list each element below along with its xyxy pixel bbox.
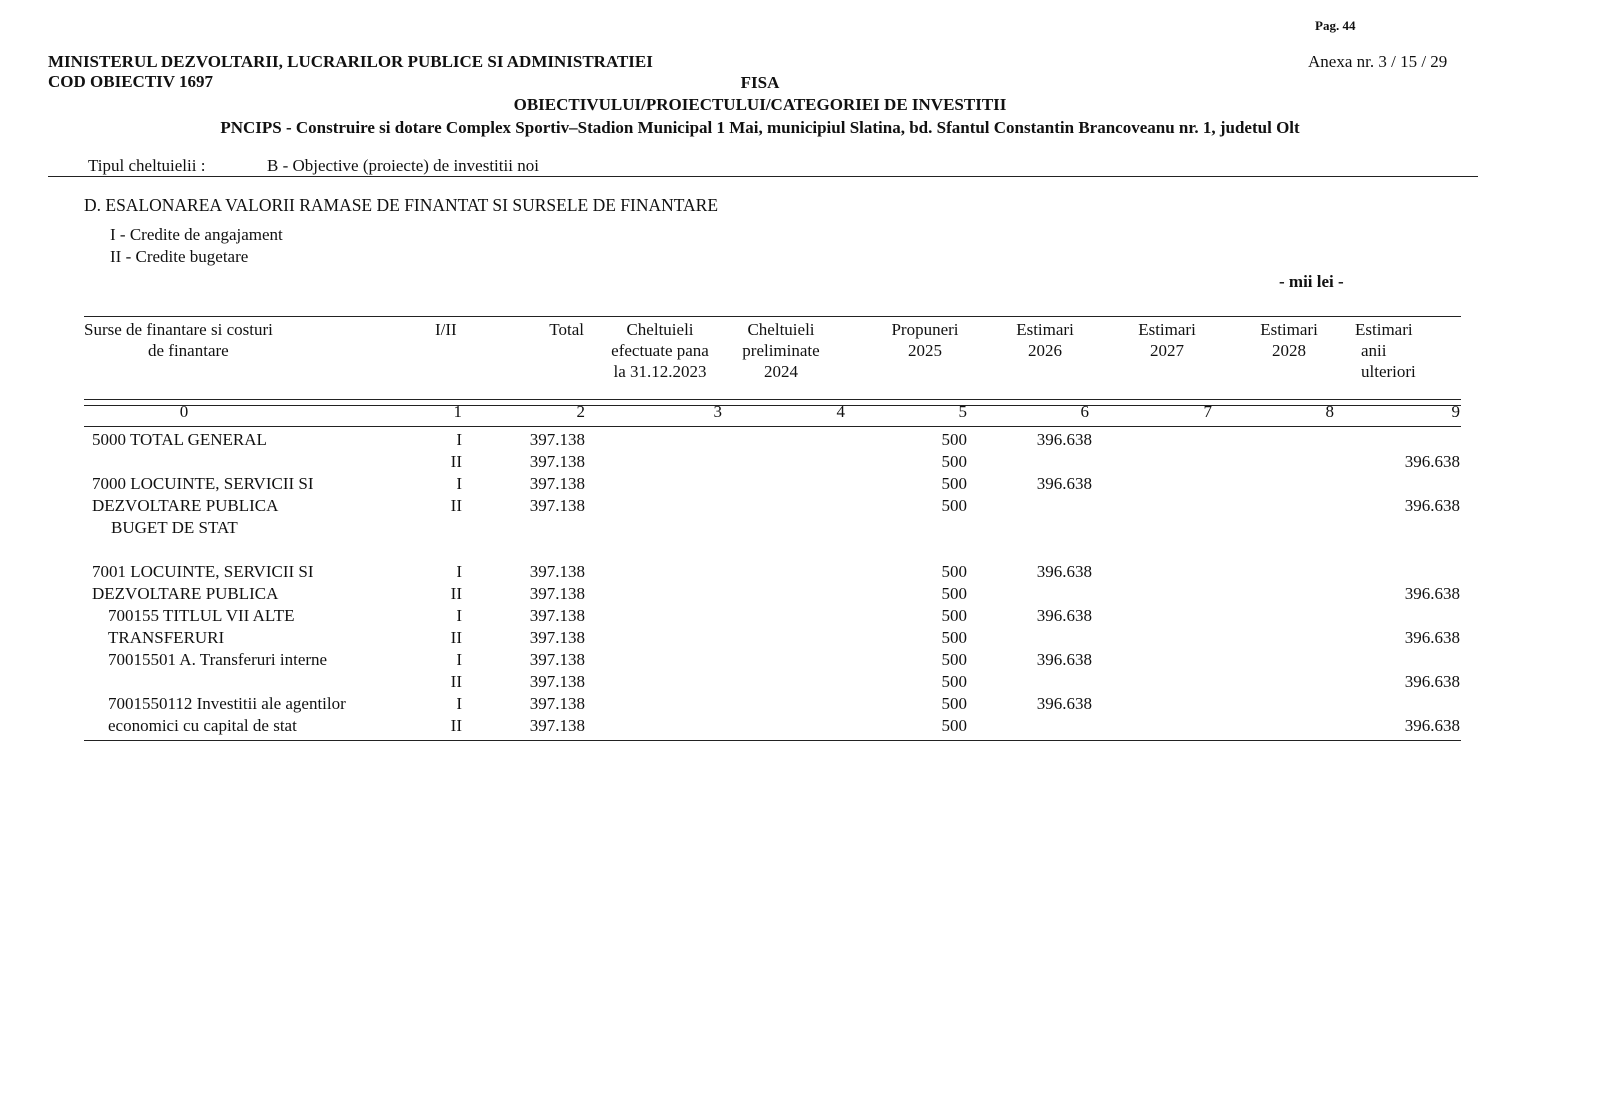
row-label: 5000 TOTAL GENERAL xyxy=(92,430,267,449)
row-propuneri-2025: 500 xyxy=(941,562,967,581)
row-total: 397.138 xyxy=(529,694,585,713)
header-bottom-rule xyxy=(84,399,1461,400)
document-title: FISA xyxy=(740,73,780,92)
col-header-0: Surse de finantare si costuri de finantare xyxy=(84,320,273,360)
row-propuneri-2025: 500 xyxy=(941,716,967,735)
row-total: 397.138 xyxy=(529,584,585,603)
number-row-bottom-rule xyxy=(84,426,1461,427)
row-total: 397.138 xyxy=(529,562,585,581)
row-label: DEZVOLTARE PUBLICA xyxy=(92,584,279,603)
document-subtitle: OBIECTIVULUI/PROIECTULUI/CATEGORIEI DE INVESTITII xyxy=(513,95,1007,114)
col-number-6: 6 xyxy=(1080,402,1089,421)
col-number-1: 1 xyxy=(453,402,462,421)
row-credit-type: II xyxy=(450,628,462,647)
row-propuneri-2025: 500 xyxy=(941,430,967,449)
col-header-5: Propuneri 2025 xyxy=(891,320,959,360)
row-estimari-ulterior: 396.638 xyxy=(1404,496,1460,515)
row-estimari-2026: 396.638 xyxy=(1036,650,1092,669)
col-number-8: 8 xyxy=(1325,402,1334,421)
row-propuneri-2025: 500 xyxy=(941,650,967,669)
col-header-9: Estimari anii ulteriori xyxy=(1355,320,1416,381)
table-bottom-rule xyxy=(84,740,1461,741)
col-number-9: 9 xyxy=(1451,402,1460,421)
col-number-2: 2 xyxy=(576,402,585,421)
row-propuneri-2025: 500 xyxy=(941,672,967,691)
col-number-5: 5 xyxy=(958,402,967,421)
col-header-1: I/II xyxy=(435,320,457,339)
col-number-0: 0 xyxy=(179,402,189,421)
row-credit-type: II xyxy=(450,716,462,735)
row-total: 397.138 xyxy=(529,474,585,493)
row-total: 397.138 xyxy=(529,716,585,735)
project-title: PNCIPS - Construire si dotare Complex Sportiv–Stadion Municipal 1 Mai, municipiul Slatina, bd. Sfantul Constantin Brancoveanu nr. 1, judetul Olt xyxy=(220,118,1300,137)
row-estimari-ulterior: 396.638 xyxy=(1404,672,1460,691)
row-total: 397.138 xyxy=(529,606,585,625)
row-estimari-2026: 396.638 xyxy=(1036,694,1092,713)
tip-cheltuieli-value: B - Objective (proiecte) de investitii noi xyxy=(267,156,539,175)
row-estimari-2026: 396.638 xyxy=(1036,606,1092,625)
tip-cheltuieli-label: Tipul cheltuielii : xyxy=(88,156,206,175)
row-propuneri-2025: 500 xyxy=(941,474,967,493)
legend-item-2: II - Credite bugetare xyxy=(110,247,249,266)
row-credit-type: I xyxy=(456,694,462,713)
row-credit-type: II xyxy=(450,584,462,603)
row-propuneri-2025: 500 xyxy=(941,452,967,471)
row-credit-type: I xyxy=(456,474,462,493)
row-credit-type: I xyxy=(456,562,462,581)
unit-label: - mii lei - xyxy=(1279,272,1344,291)
row-total: 397.138 xyxy=(529,430,585,449)
row-credit-type: I xyxy=(456,650,462,669)
header-divider xyxy=(48,176,1478,177)
col-number-3: 3 xyxy=(713,402,722,421)
number-row-top-rule xyxy=(84,405,1461,406)
row-estimari-ulterior: 396.638 xyxy=(1404,716,1460,735)
row-total: 397.138 xyxy=(529,672,585,691)
row-credit-type: I xyxy=(456,430,462,449)
row-credit-type: II xyxy=(450,672,462,691)
col-number-4: 4 xyxy=(836,402,845,421)
row-estimari-2026: 396.638 xyxy=(1036,474,1092,493)
section-title: D. ESALONAREA VALORII RAMASE DE FINANTAT SI SURSELE DE FINANTARE xyxy=(84,195,719,215)
row-label: BUGET DE STAT xyxy=(111,518,238,537)
row-credit-type: I xyxy=(456,606,462,625)
legend-item-1: I - Credite de angajament xyxy=(110,225,283,244)
row-label: 7001550112 Investitii ale agentilor xyxy=(108,694,346,713)
row-propuneri-2025: 500 xyxy=(941,606,967,625)
cod-obiectiv: COD OBIECTIV 1697 xyxy=(48,72,213,91)
row-total: 397.138 xyxy=(529,650,585,669)
col-number-7: 7 xyxy=(1203,402,1212,421)
row-label: DEZVOLTARE PUBLICA xyxy=(92,496,279,515)
row-estimari-2026: 396.638 xyxy=(1036,430,1092,449)
row-estimari-ulterior: 396.638 xyxy=(1404,584,1460,603)
ministry-name: MINISTERUL DEZVOLTARII, LUCRARILOR PUBLICE SI ADMINISTRATIEI xyxy=(48,52,653,71)
row-propuneri-2025: 500 xyxy=(941,628,967,647)
page-number: Pag. 44 xyxy=(1315,18,1356,33)
row-label: economici cu capital de stat xyxy=(108,716,297,735)
row-label: 700155 TITLUL VII ALTE xyxy=(108,606,295,625)
row-propuneri-2025: 500 xyxy=(941,694,967,713)
col-header-2: Total xyxy=(549,320,584,339)
row-propuneri-2025: 500 xyxy=(941,496,967,515)
row-total: 397.138 xyxy=(529,452,585,471)
col-header-6: Estimari 2026 xyxy=(1016,320,1074,360)
col-header-4: Cheltuieli preliminate 2024 xyxy=(742,320,820,381)
row-label: 7000 LOCUINTE, SERVICII SI xyxy=(92,474,314,493)
row-total: 397.138 xyxy=(529,628,585,647)
row-label: 7001 LOCUINTE, SERVICII SI xyxy=(92,562,314,581)
row-credit-type: II xyxy=(450,496,462,515)
col-header-8: Estimari 2028 xyxy=(1260,320,1318,360)
row-label: 70015501 A. Transferuri interne xyxy=(108,650,328,669)
row-estimari-ulterior: 396.638 xyxy=(1404,628,1460,647)
col-header-3: Cheltuieli efectuate pana la 31.12.2023 xyxy=(611,320,709,381)
row-label: TRANSFERURI xyxy=(108,628,225,647)
anexa-number: Anexa nr. 3 / 15 / 29 xyxy=(1308,52,1448,71)
row-estimari-2026: 396.638 xyxy=(1036,562,1092,581)
row-propuneri-2025: 500 xyxy=(941,584,967,603)
table-top-rule xyxy=(84,316,1461,317)
row-credit-type: II xyxy=(450,452,462,471)
row-total: 397.138 xyxy=(529,496,585,515)
row-estimari-ulterior: 396.638 xyxy=(1404,452,1460,471)
col-header-7: Estimari 2027 xyxy=(1138,320,1196,360)
